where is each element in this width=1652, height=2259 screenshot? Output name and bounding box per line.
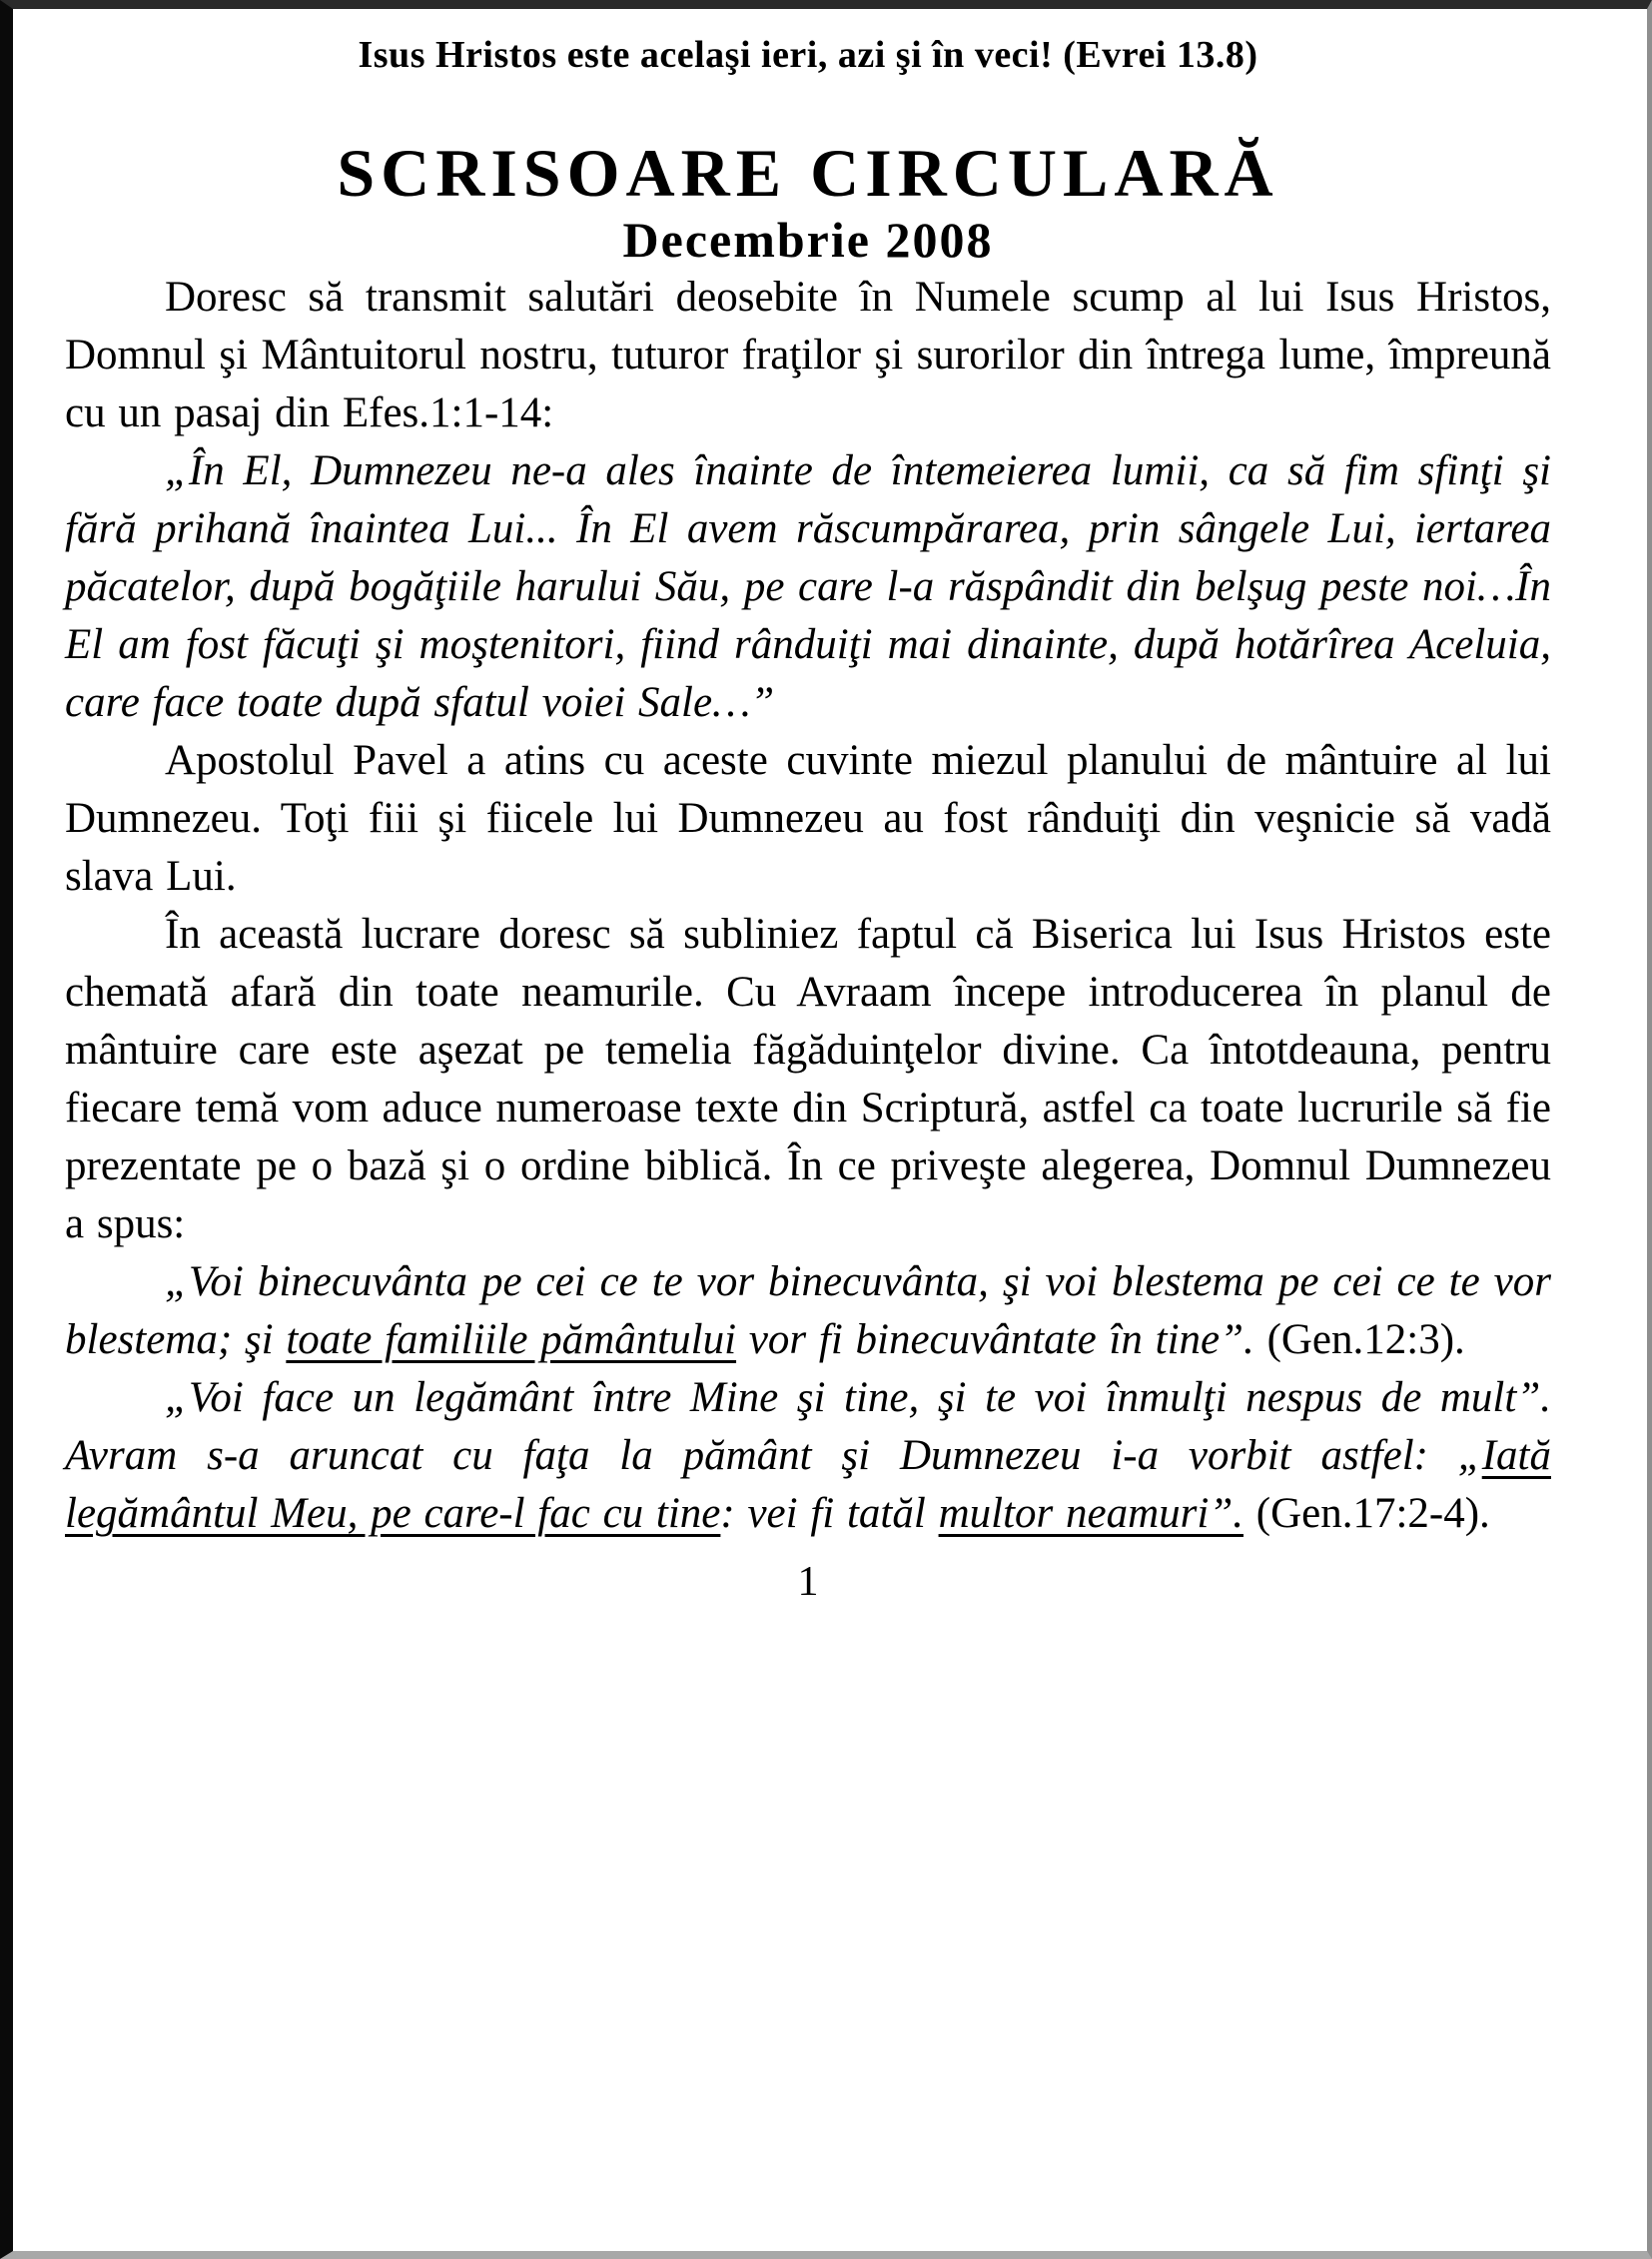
page-number: 1 — [797, 1559, 819, 1605]
gen17-text-start: „Voi face un legământ între Mine şi tine, şi te voi înmulţi nespus de mult”. Avram s-a aruncat cu faţa la pământ şi Dumnezeu i-a vorbit astfel: „ — [65, 1374, 1551, 1479]
gen17-text-middle: : vei fi tatăl — [720, 1490, 939, 1537]
genesis-12-quote-paragraph — [65, 1253, 1551, 1369]
gen17-underlined-phrase-1: Iată legământul Meu, pe care-l fac cu tine — [65, 1432, 1551, 1537]
gen12-text-end: vor fi binecuvântate în tine”. — [736, 1316, 1267, 1363]
gen12-underlined-phrase: toate familiile pământului — [286, 1316, 737, 1363]
intro-paragraph: Doresc să transmit salutări deosebite în Numele scump al lui Isus Hristos, Domnul şi Mântuitorul nostru, tuturor fraţilor şi surorilor din întrega lume, împreună cu un pasaj din Efes.1:1-14: — [65, 274, 1551, 436]
ephesians-quote-paragraph: „În El, Dumnezeu ne-a ales înainte de întemeierea lumii, ca să fim sfinţi şi fără prihană înaintea Lui... În El avem răscumpărarea, prin sângele Lui, iertarea păcatelor, după bogăţiile harului Său, pe care l-a răspândit din belşug peste noi…În El am fost făcuţi şi moştenitori, fiind rânduiţi mai dinainte, după hotărîrea Aceluia, care face toate după sfatul voiei Sale…” — [65, 447, 1551, 726]
genesis-17-quote-paragraph — [65, 1369, 1551, 1543]
page-subtitle: Decembrie 2008 — [622, 212, 994, 268]
gen12-reference: (Gen.12:3). — [1266, 1316, 1465, 1363]
lucrare-paragraph: În această lucrare doresc să subliniez faptul că Biserica lui Isus Hristos este chemată afară din toate neamurile. Cu Avraam începe introducerea în planul de mântuire care este aşezat pe temelia făgăduinţelor divine. Ca întotdeauna, pentru fiecare temă vom aduce numeroase texte din Scriptură, astfel ca toate lucrurile să fie prezentate pe o bază şi o ordine biblică. În ce priveşte alegerea, Domnul Dumnezeu a spus: — [65, 911, 1551, 1247]
gen12-text-start: „Voi binecuvânta pe cei ce te vor binecuvânta, şi voi blestema pe cei ce te vor blestema; şi — [65, 1258, 1551, 1363]
pavel-paragraph: Apostolul Pavel a atins cu aceste cuvinte miezul planului de mântuire al lui Dumnezeu. Toţi fiii şi fiicele lui Dumnezeu au fost rânduiţi din veşnicie să vadă slava Lui. — [65, 737, 1551, 900]
gen17-reference: (Gen.17:2-4). — [1243, 1490, 1490, 1537]
gen17-underlined-phrase-2: multor neamuri”. — [938, 1490, 1243, 1537]
page-title: SCRISOARE CIRCULARĂ — [337, 135, 1279, 211]
page-content — [13, 9, 1647, 2251]
scripture-header: Isus Hristos este acelaşi ieri, azi şi în veci! (Evrei 13.8) — [358, 34, 1258, 76]
